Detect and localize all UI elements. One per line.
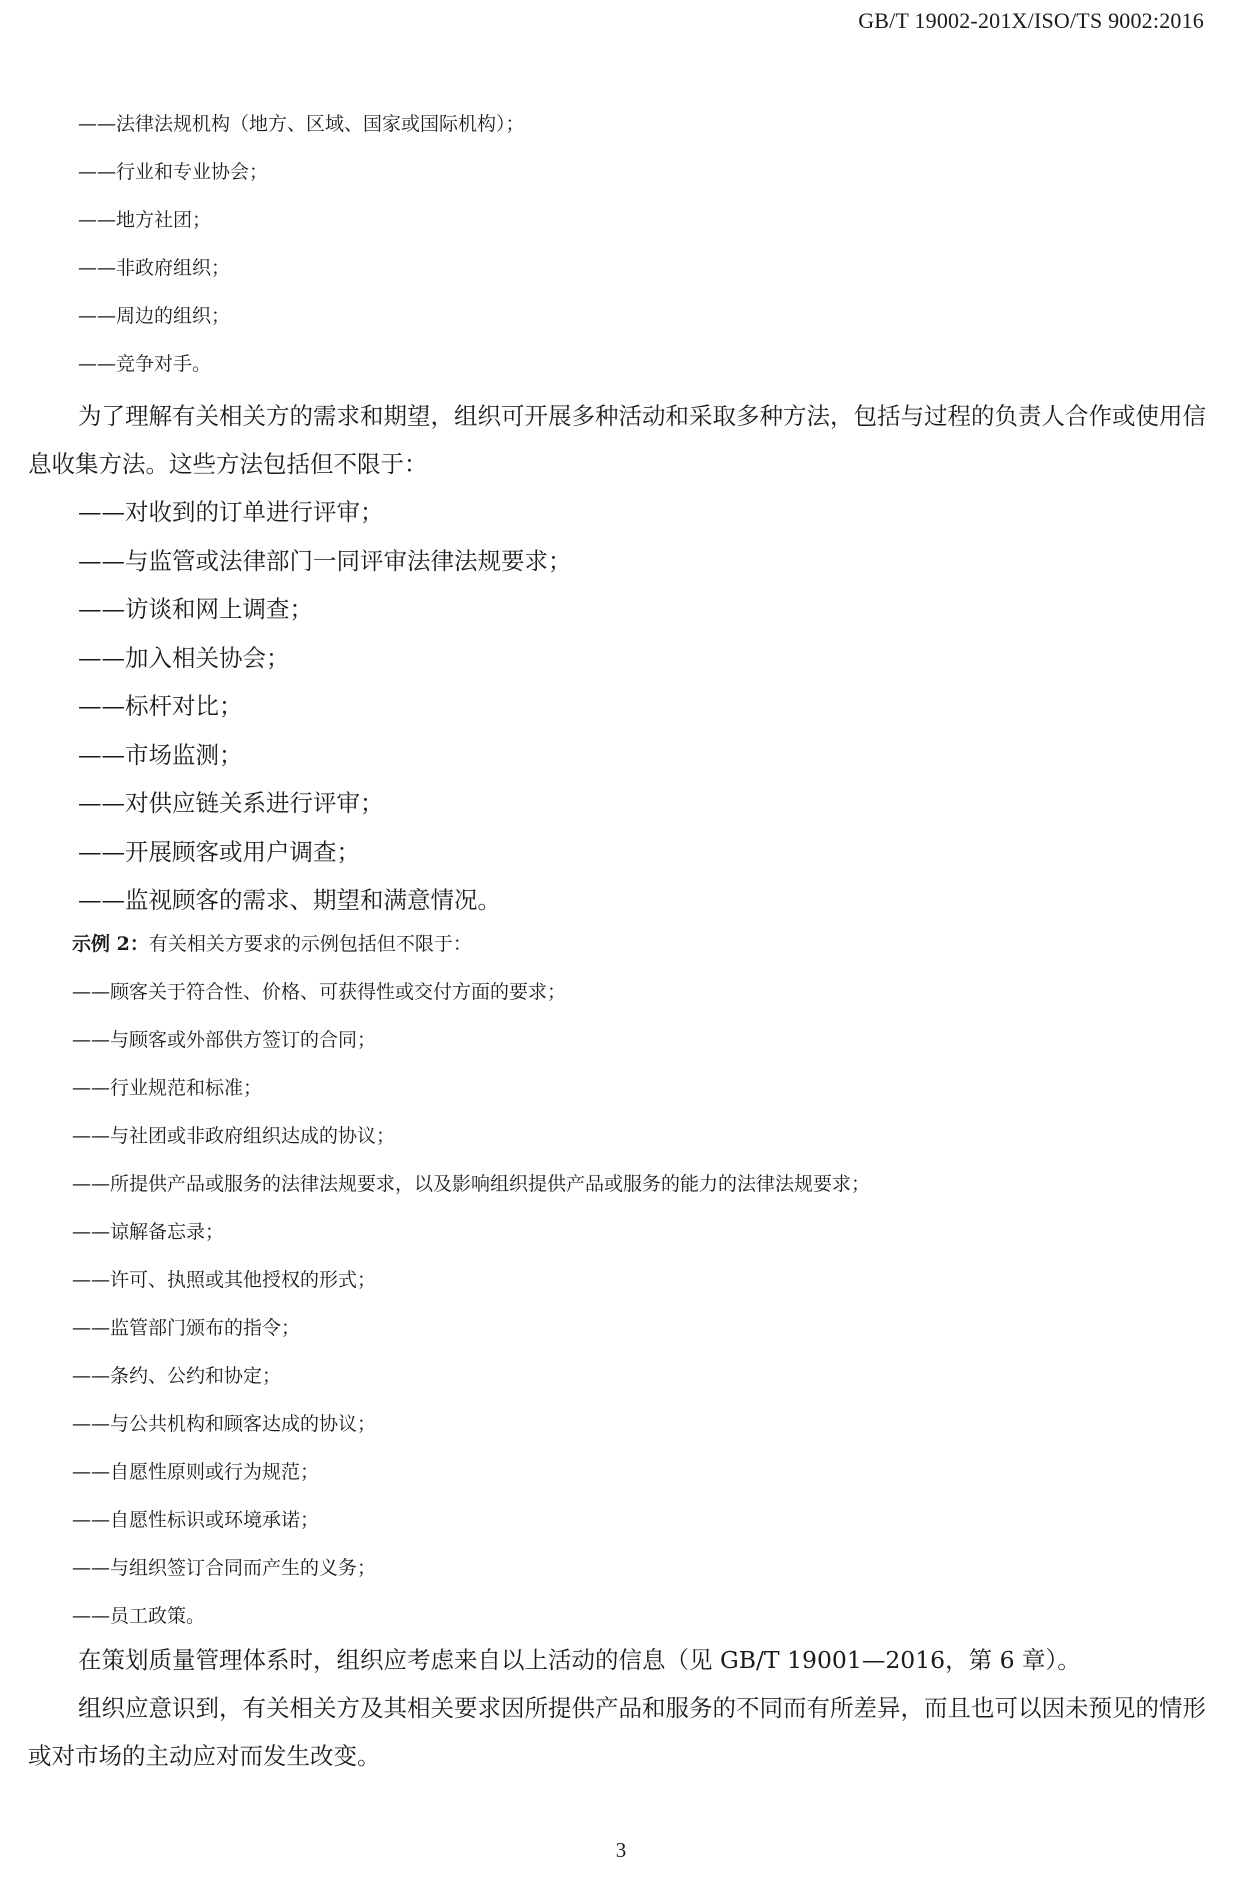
list-item: ——地方社团； (78, 209, 212, 231)
list-item: ——与组织签订合同而产生的义务； (72, 1557, 377, 1579)
list-item: ——开展顾客或用户调查； (78, 837, 360, 866)
list-item: ——自愿性原则或行为规范； (72, 1461, 320, 1483)
list-item: ——市场监测； (78, 740, 243, 769)
awareness-paragraph: 组织应意识到，有关相关方及其相关要求因所提供产品和服务的不同而有所差异，而且也可以因未预见的情形或对市场的主动应对而发生改变。 (28, 1694, 1206, 1770)
list-item: ——标杆对比； (78, 692, 243, 720)
page-number: 3 (615, 1838, 627, 1862)
list-item: ——对供应链关系进行评审； (78, 789, 384, 817)
list-item: ——自愿性标识或环境承诺； (72, 1509, 320, 1531)
list-item: ——所提供产品或服务的法律法规要求，以及影响组织提供产品或服务的能力的法律法规要求； (72, 1173, 871, 1195)
list-item: ——非政府组织； (78, 257, 231, 279)
example-2-title (72, 924, 1212, 972)
list-item: ——顾客关于符合性、价格、可获得性或交付方面的要求； (72, 981, 567, 1003)
list-item: ——与社团或非政府组织达成的协议； (72, 1125, 396, 1147)
example-2-intro: 有关相关方要求的示例包括但不限于： (148, 933, 472, 955)
list-item: ——条约、公约和协定； (72, 1365, 282, 1387)
list-item: ——谅解备忘录； (72, 1221, 225, 1243)
stakeholder-list (78, 105, 1198, 393)
list-item: ——竞争对手。 (78, 353, 212, 375)
list-item: ——对收到的订单进行评审； (78, 498, 384, 526)
list-item: ——员工政策。 (72, 1605, 206, 1627)
methods-list (78, 488, 1198, 925)
example-2-label: 示例 2： (72, 933, 149, 955)
example-2-block (72, 924, 1212, 1644)
list-item: ——行业和专业协会； (78, 161, 269, 183)
list-item: ——监视顾客的需求、期望和满意情况。 (78, 886, 501, 914)
list-item: ——与顾客或外部供方签订的合同； (72, 1029, 377, 1051)
standard-code-header: GB/T 19002-201X/ISO/TS 9002:2016 (858, 8, 1204, 33)
list-item: ——访谈和网上调查； (78, 595, 313, 623)
list-item: ——加入相关协会； (78, 643, 290, 672)
list-item: ——与公共机构和顾客达成的协议； (72, 1413, 377, 1435)
list-item: ——法律法规机构（地方、区域、国家或国际机构）； (78, 113, 525, 135)
list-item: ——监管部门颁布的指令； (72, 1317, 301, 1339)
list-item: ——与监管或法律部门一同评审法律法规要求； (78, 546, 572, 575)
planning-paragraph: 在策划质量管理体系时，组织应考虑来自以上活动的信息（见 GB/T 19001—2016，第 6 章）。 (78, 1646, 1081, 1674)
list-item: ——周边的组织； (78, 305, 231, 327)
list-item: ——行业规范和标准； (72, 1077, 263, 1099)
list-item: ——许可、执照或其他授权的形式； (72, 1269, 377, 1291)
methods-intro-paragraph: 为了理解有关相关方的需求和期望，组织可开展多种活动和采取多种方法，包括与过程的负责人合作或使用信息收集方法。这些方法包括但不限于： (28, 402, 1206, 478)
